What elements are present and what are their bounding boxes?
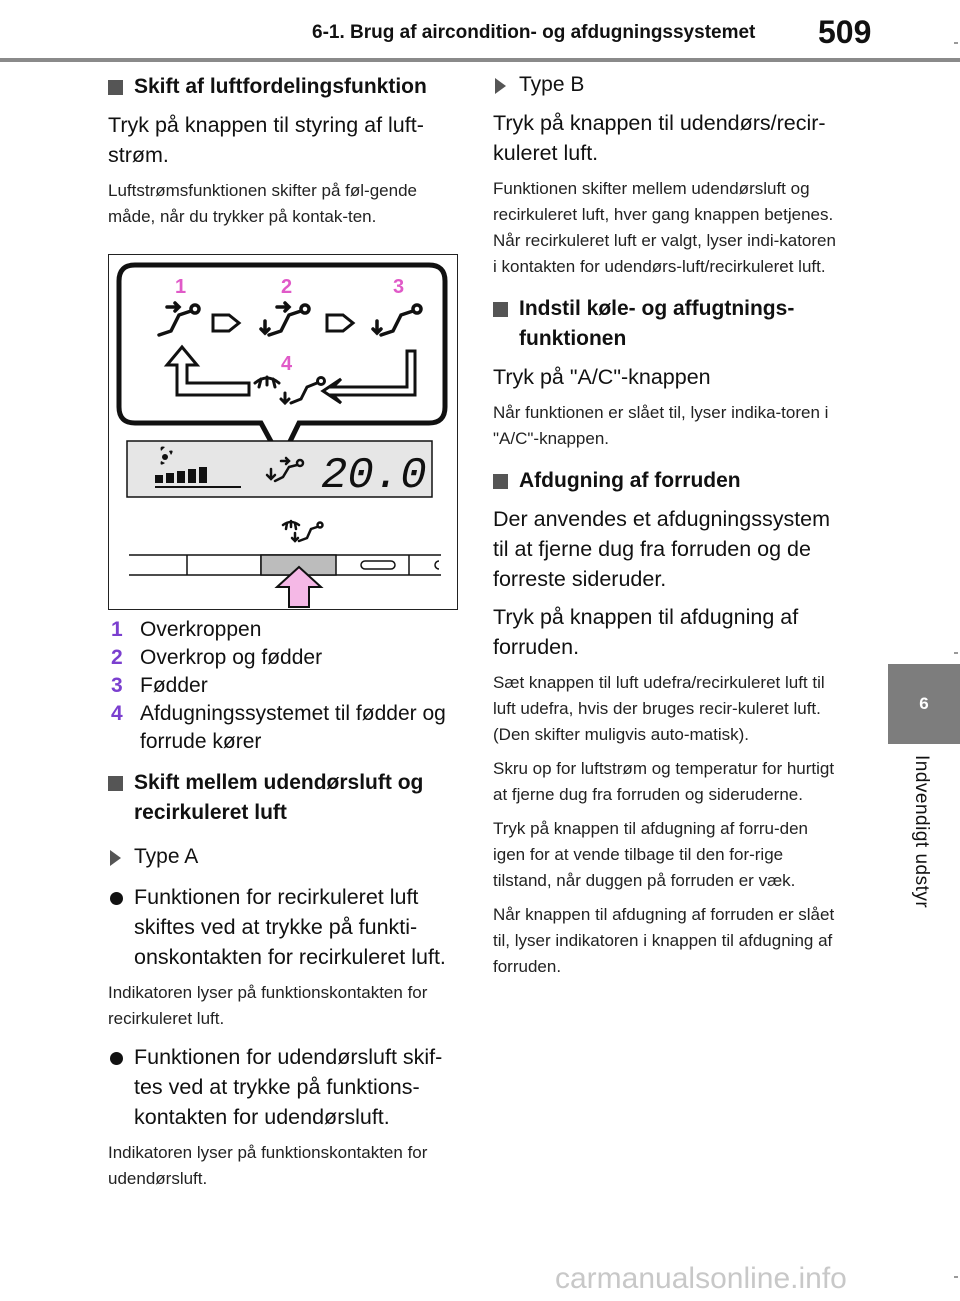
chapter-tab-number: 6 [919, 694, 929, 713]
watermark: carmanualsonline.info [555, 1262, 847, 1295]
ac-note: Når funktionen er slået til, lyser indika-toren i "A/C"-knappen. [493, 403, 829, 448]
defog-button-icon [283, 521, 323, 541]
defog-body-1: Der anvendes et afdugningssystem til at fjerne dug fra forruden og de forreste sideruder. [493, 507, 831, 591]
section-heading-defog: Afdugning af forruden [493, 466, 843, 496]
page-number: 509 [818, 14, 872, 50]
defog-note-4: Når knappen til afdugning af forruden er slået til, lyser indikatoren i knappen til afdugning af forruden. [493, 905, 835, 976]
legend-item: 2 Overkrop og fødder [111, 646, 323, 669]
chapter-title: 6-1. Brug af aircondition- og afdugningssystemet [312, 22, 756, 43]
chapter-tab-label: Indvendigt udstyr [911, 755, 932, 909]
mode-label-3: 3 [393, 276, 405, 298]
round-bullet-icon [110, 1052, 123, 1065]
triangle-bullet-icon [495, 78, 506, 94]
crop-mark [954, 1276, 958, 1278]
square-bullet-icon [493, 474, 508, 489]
type-b-label: Type B [493, 70, 843, 100]
chapter-tab [888, 664, 960, 744]
fresh-air-bullet: Funktionen for udendørsluft skif-tes ved at trykke på funktions-kontakten for udendørsluft. [108, 1042, 458, 1132]
round-bullet-icon [110, 892, 123, 905]
page-header [0, 0, 960, 62]
mode-label-2: 2 [281, 276, 293, 298]
airflow-diagram [109, 255, 456, 608]
mode-label-1: 1 [175, 276, 187, 298]
airflow-note: Luftstrømsfunktionen skifter på føl-gende måde, når du trykker på kontak-ten. [108, 181, 417, 226]
defog-note-3: Tryk på knappen til afdugning af forru-den igen for at vende tilbage til den for-rige tilstand, når duggen på forruden er væk. [493, 819, 809, 890]
mode-label-4: 4 [281, 353, 293, 375]
right-column [493, 70, 843, 980]
type-b-body: Tryk på knappen til udendørs/recir-kuleret luft. [493, 111, 826, 165]
crop-mark [954, 652, 958, 654]
recirc-bullet: Funktionen for recirkuleret luft skiftes ved at trykke på funkti-onskontakten for recirkuleret luft. [108, 882, 458, 972]
legend-item: 1 Overkroppen [111, 618, 262, 641]
temperature-readout: 20.0 [321, 451, 427, 501]
square-bullet-icon [108, 80, 123, 95]
triangle-bullet-icon [110, 850, 121, 866]
type-b-note-2: Når recirkuleret luft er valgt, lyser indi-katoren i kontakten for udendørs-luft/recirkuleret luft. [493, 231, 836, 276]
left-column [108, 70, 458, 1192]
type-b-note: Funktionen skifter mellem udendørsluft og recirkuleret luft, hver gang knappen betjenes. [493, 179, 834, 224]
section-heading-ac: Indstil køle- og affugtnings-funktionen [493, 294, 843, 354]
section-heading-airflow: Skift af luftfordelingsfunktion [108, 72, 458, 102]
crop-mark [954, 42, 958, 44]
square-bullet-icon [493, 302, 508, 317]
airflow-body: Tryk på knappen til styring af luft-strøm. [108, 113, 424, 167]
legend-item: 4 Afdugningssystemet til fødder og forrude kører [111, 702, 446, 753]
fresh-air-note: Indikatoren lyser på funktionskontakten for udendørsluft. [108, 1143, 428, 1188]
square-bullet-icon [108, 776, 123, 791]
header-rule [0, 58, 960, 62]
type-a-label: Type A [108, 842, 458, 872]
ac-body: Tryk på "A/C"-knappen [493, 365, 711, 389]
airflow-mode-figure [108, 254, 458, 610]
defog-body-2: Tryk på knappen til afdugning af forruden. [493, 605, 799, 659]
defog-note-2: Skru op for luftstrøm og temperatur for hurtigt at fjerne dug fra forruden og sideruderne. [493, 759, 835, 804]
recirc-note: Indikatoren lyser på funktionskontakten for recirkuleret luft. [108, 983, 428, 1028]
legend-item: 3 Fødder [111, 674, 208, 697]
mode-legend [108, 616, 458, 756]
section-heading-recirc: Skift mellem udendørsluft og recirkuleret luft [108, 768, 458, 828]
defog-note-1: Sæt knappen til luft udefra/recirkuleret luft til luft udefra, hvis der bruges recir-kuleret luft. (Den skifter muligvis auto-matisk). [493, 673, 825, 744]
